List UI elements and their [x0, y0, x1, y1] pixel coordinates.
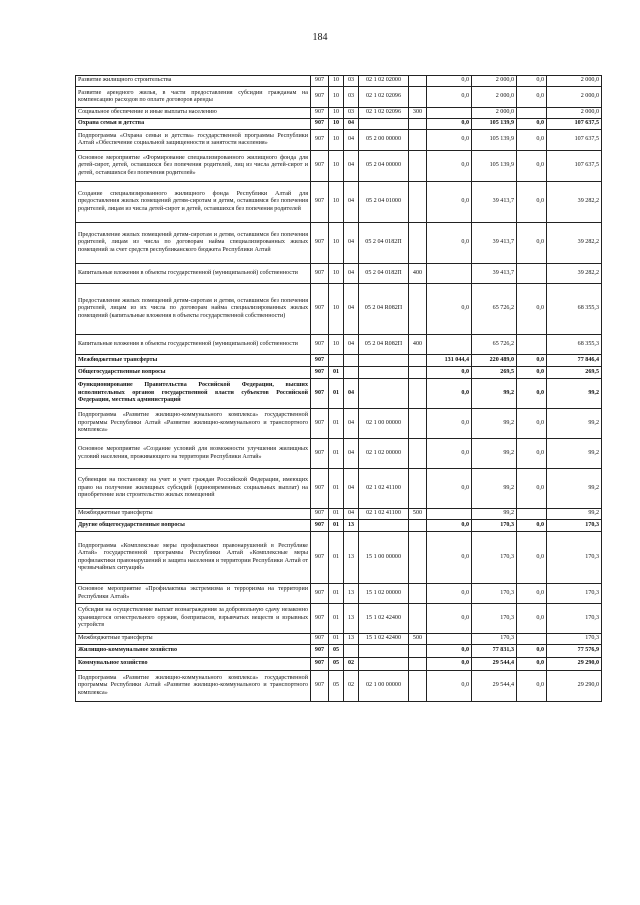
- table-row: [76, 335, 602, 355]
- cell-amount-3: 0,0: [517, 671, 547, 702]
- cell-amount-1: 0,0: [427, 532, 472, 584]
- cell-amount-2: 77 831,3: [472, 645, 517, 658]
- cell-rz: 01: [329, 604, 344, 634]
- cell-rz: 01: [329, 532, 344, 584]
- row-name: Основное мероприятие «Формирование специализированного жилищного фонда для детей-сирот, детей, оставшихся без попечения родителей, лиц из числа детей-сирот и детей, оставшихся без попечения родителей»: [76, 151, 311, 182]
- table-row: [76, 409, 602, 439]
- cell-csr: 05 2 04 00000: [359, 151, 409, 182]
- cell-pr: 04: [344, 264, 359, 284]
- cell-rz: 05: [329, 658, 344, 671]
- cell-rz: 01: [329, 439, 344, 469]
- cell-amount-2: 39 413,7: [472, 182, 517, 223]
- table-row: [76, 355, 602, 367]
- cell-pr: 13: [344, 604, 359, 634]
- cell-gr: 907: [311, 130, 329, 151]
- cell-csr: 02 1 02 00000: [359, 439, 409, 469]
- cell-amount-4: 269,5: [547, 367, 602, 379]
- cell-csr: 05 2 04 R082П: [359, 335, 409, 355]
- cell-vr: [409, 532, 427, 584]
- cell-amount-1: 0,0: [427, 130, 472, 151]
- cell-amount-4: 99,2: [547, 509, 602, 520]
- budget-table: [75, 75, 602, 702]
- row-name: Коммунальное хозяйство: [76, 658, 311, 671]
- table-row: [76, 182, 602, 223]
- cell-amount-2: 170,3: [472, 604, 517, 634]
- cell-amount-1: 0,0: [427, 284, 472, 335]
- cell-vr: [409, 355, 427, 367]
- cell-amount-2: 65 726,2: [472, 284, 517, 335]
- cell-amount-1: [427, 264, 472, 284]
- cell-vr: [409, 76, 427, 87]
- cell-amount-2: 105 139,9: [472, 151, 517, 182]
- cell-vr: [409, 520, 427, 532]
- cell-amount-3: [517, 264, 547, 284]
- cell-csr: 15 1 02 42400: [359, 604, 409, 634]
- cell-pr: 04: [344, 284, 359, 335]
- cell-gr: 907: [311, 108, 329, 119]
- cell-amount-1: 0,0: [427, 469, 472, 509]
- cell-amount-1: 0,0: [427, 604, 472, 634]
- cell-amount-4: 39 282,2: [547, 182, 602, 223]
- cell-pr: 04: [344, 509, 359, 520]
- cell-amount-4: 68 355,3: [547, 335, 602, 355]
- row-name: Капитальные вложения в объекты государственной (муниципальной) собственности: [76, 264, 311, 284]
- table-row: [76, 379, 602, 409]
- cell-rz: 01: [329, 367, 344, 379]
- cell-amount-1: [427, 335, 472, 355]
- cell-amount-4: 170,3: [547, 634, 602, 645]
- cell-amount-2: 170,3: [472, 532, 517, 584]
- row-name: Межбюджетные трансферты: [76, 509, 311, 520]
- cell-csr: 02 1 00 00000: [359, 409, 409, 439]
- cell-rz: 01: [329, 469, 344, 509]
- cell-pr: 03: [344, 87, 359, 108]
- cell-amount-3: 0,0: [517, 658, 547, 671]
- cell-csr: [359, 379, 409, 409]
- cell-amount-2: 2 000,0: [472, 108, 517, 119]
- cell-amount-4: 68 355,3: [547, 284, 602, 335]
- cell-pr: 04: [344, 335, 359, 355]
- cell-pr: 04: [344, 223, 359, 264]
- cell-pr: 03: [344, 76, 359, 87]
- cell-csr: 15 1 00 00000: [359, 532, 409, 584]
- cell-gr: 907: [311, 409, 329, 439]
- cell-amount-1: 0,0: [427, 76, 472, 87]
- cell-csr: [359, 645, 409, 658]
- cell-rz: 10: [329, 108, 344, 119]
- cell-gr: 907: [311, 87, 329, 108]
- row-name: Подпрограмма «Охрана семьи и детства» государственной программы Республики Алтай «Обеспечение социальной защищенности и занятости населения»: [76, 130, 311, 151]
- table-row: [76, 469, 602, 509]
- cell-amount-2: 39 413,7: [472, 264, 517, 284]
- cell-pr: 04: [344, 119, 359, 130]
- cell-amount-2: 2 000,0: [472, 87, 517, 108]
- cell-csr: 02 1 02 41100: [359, 469, 409, 509]
- cell-amount-4: 170,3: [547, 584, 602, 604]
- table-row: [76, 532, 602, 584]
- cell-gr: 907: [311, 379, 329, 409]
- table-row: [76, 509, 602, 520]
- table-row: [76, 520, 602, 532]
- cell-amount-3: 0,0: [517, 151, 547, 182]
- cell-amount-2: 269,5: [472, 367, 517, 379]
- cell-rz: [329, 355, 344, 367]
- cell-gr: 907: [311, 584, 329, 604]
- cell-pr: 04: [344, 439, 359, 469]
- cell-gr: 907: [311, 264, 329, 284]
- cell-amount-2: 99,2: [472, 439, 517, 469]
- cell-amount-1: 0,0: [427, 223, 472, 264]
- cell-vr: [409, 379, 427, 409]
- cell-amount-1: 0,0: [427, 379, 472, 409]
- cell-amount-3: [517, 509, 547, 520]
- page-number: 184: [312, 32, 328, 43]
- row-name: Другие общегосударственные вопросы: [76, 520, 311, 532]
- table-row: [76, 284, 602, 335]
- cell-vr: [409, 671, 427, 702]
- cell-gr: 907: [311, 119, 329, 130]
- cell-gr: 907: [311, 284, 329, 335]
- cell-gr: 907: [311, 604, 329, 634]
- cell-amount-4: 99,2: [547, 409, 602, 439]
- cell-amount-2: 170,3: [472, 634, 517, 645]
- cell-amount-2: 105 139,9: [472, 119, 517, 130]
- table-row: [76, 658, 602, 671]
- cell-amount-3: 0,0: [517, 520, 547, 532]
- cell-amount-2: 99,2: [472, 409, 517, 439]
- cell-csr: [359, 119, 409, 130]
- cell-vr: [409, 604, 427, 634]
- cell-amount-1: 0,0: [427, 584, 472, 604]
- cell-amount-3: 0,0: [517, 284, 547, 335]
- cell-amount-3: 0,0: [517, 604, 547, 634]
- cell-amount-3: 0,0: [517, 409, 547, 439]
- cell-vr: [409, 409, 427, 439]
- cell-vr: [409, 439, 427, 469]
- cell-amount-4: 99,2: [547, 439, 602, 469]
- cell-vr: 300: [409, 108, 427, 119]
- cell-pr: 04: [344, 182, 359, 223]
- cell-amount-3: [517, 335, 547, 355]
- cell-gr: 907: [311, 335, 329, 355]
- cell-amount-1: 0,0: [427, 658, 472, 671]
- cell-amount-1: 0,0: [427, 151, 472, 182]
- cell-rz: 05: [329, 671, 344, 702]
- cell-rz: 01: [329, 634, 344, 645]
- cell-vr: 500: [409, 634, 427, 645]
- cell-vr: [409, 119, 427, 130]
- cell-vr: [409, 584, 427, 604]
- cell-vr: [409, 223, 427, 264]
- cell-amount-2: 105 139,9: [472, 130, 517, 151]
- row-name: Создание специализированного жилищного фонда Республики Алтай для предоставления жилых помещений детям-сиротам и детям, оставшимся без попечения родителей, лицам из числа детей-сирот и детей, оставшихся без попечения родителей: [76, 182, 311, 223]
- cell-rz: 10: [329, 284, 344, 335]
- cell-amount-1: 0,0: [427, 439, 472, 469]
- cell-rz: 01: [329, 584, 344, 604]
- cell-amount-3: [517, 108, 547, 119]
- cell-rz: 10: [329, 223, 344, 264]
- cell-amount-3: 0,0: [517, 469, 547, 509]
- cell-gr: 907: [311, 355, 329, 367]
- cell-amount-3: [517, 634, 547, 645]
- cell-csr: 02 1 02 02096: [359, 87, 409, 108]
- cell-amount-1: 0,0: [427, 645, 472, 658]
- cell-vr: [409, 645, 427, 658]
- cell-amount-3: 0,0: [517, 87, 547, 108]
- cell-amount-3: 0,0: [517, 355, 547, 367]
- cell-vr: [409, 469, 427, 509]
- cell-rz: 01: [329, 520, 344, 532]
- cell-pr: 04: [344, 409, 359, 439]
- row-name: Жилищно-коммунальное хозяйство: [76, 645, 311, 658]
- cell-amount-2: 170,3: [472, 520, 517, 532]
- table-row: [76, 584, 602, 604]
- cell-gr: 907: [311, 182, 329, 223]
- cell-amount-2: 39 413,7: [472, 223, 517, 264]
- cell-rz: 01: [329, 379, 344, 409]
- cell-amount-1: [427, 634, 472, 645]
- table-row: [76, 671, 602, 702]
- cell-pr: [344, 367, 359, 379]
- row-name: Межбюджетные трансферты: [76, 634, 311, 645]
- table-row: [76, 634, 602, 645]
- cell-csr: 15 1 02 00000: [359, 584, 409, 604]
- row-name: Предоставление жилых помещений детям-сиротам и детям, оставшимся без попечения родителей, лицам из числа по договорам найма специализированных жилых помещений за счет средств республиканского бюджета Республики Алтай: [76, 223, 311, 264]
- cell-vr: [409, 658, 427, 671]
- cell-rz: 10: [329, 87, 344, 108]
- table-row: [76, 76, 602, 87]
- row-name: Охрана семьи и детства: [76, 119, 311, 130]
- cell-amount-1: 0,0: [427, 520, 472, 532]
- cell-pr: 13: [344, 584, 359, 604]
- table-row: [76, 604, 602, 634]
- cell-amount-4: 39 282,2: [547, 223, 602, 264]
- cell-csr: 02 1 00 00000: [359, 671, 409, 702]
- cell-pr: 02: [344, 658, 359, 671]
- table-body: [76, 76, 602, 702]
- cell-amount-2: 2 000,0: [472, 76, 517, 87]
- cell-amount-1: 0,0: [427, 87, 472, 108]
- cell-gr: 907: [311, 658, 329, 671]
- cell-amount-4: 170,3: [547, 520, 602, 532]
- table-row: [76, 87, 602, 108]
- cell-csr: 05 2 04 01000: [359, 182, 409, 223]
- cell-pr: 04: [344, 130, 359, 151]
- cell-gr: 907: [311, 367, 329, 379]
- cell-amount-3: 0,0: [517, 76, 547, 87]
- row-name: Субвенции на постановку на учет и учет граждан Российской Федерации, имеющих право на получение жилищных субсидий (единовременных социальных выплат) на приобретение или строительство жилых помещений: [76, 469, 311, 509]
- cell-rz: 10: [329, 151, 344, 182]
- cell-amount-2: 170,3: [472, 584, 517, 604]
- table-row: [76, 439, 602, 469]
- row-name: Функционирование Правительства Российской Федерации, высших исполнительных органов государственной власти субъектов Российской Федерации, местных администраций: [76, 379, 311, 409]
- table-row: [76, 645, 602, 658]
- cell-amount-3: 0,0: [517, 223, 547, 264]
- cell-amount-3: 0,0: [517, 379, 547, 409]
- cell-vr: [409, 284, 427, 335]
- cell-amount-4: 39 282,2: [547, 264, 602, 284]
- cell-vr: [409, 182, 427, 223]
- cell-vr: [409, 87, 427, 108]
- cell-amount-1: 0,0: [427, 671, 472, 702]
- row-name: Капитальные вложения в объекты государственной (муниципальной) собственности: [76, 335, 311, 355]
- cell-csr: [359, 520, 409, 532]
- cell-amount-4: 29 290,0: [547, 658, 602, 671]
- cell-amount-1: 0,0: [427, 409, 472, 439]
- table-row: [76, 108, 602, 119]
- cell-amount-3: 0,0: [517, 130, 547, 151]
- table-row: [76, 223, 602, 264]
- cell-amount-2: 29 544,4: [472, 658, 517, 671]
- cell-rz: 01: [329, 409, 344, 439]
- cell-vr: [409, 130, 427, 151]
- table-row: [76, 130, 602, 151]
- cell-pr: 02: [344, 671, 359, 702]
- cell-vr: [409, 151, 427, 182]
- cell-rz: 10: [329, 130, 344, 151]
- cell-pr: 04: [344, 151, 359, 182]
- cell-amount-4: 107 637,5: [547, 119, 602, 130]
- cell-gr: 907: [311, 76, 329, 87]
- cell-csr: 05 2 04 R082П: [359, 284, 409, 335]
- cell-amount-2: 99,2: [472, 379, 517, 409]
- cell-csr: 02 1 02 02000: [359, 76, 409, 87]
- cell-amount-2: 65 726,2: [472, 335, 517, 355]
- cell-rz: 10: [329, 335, 344, 355]
- cell-gr: 907: [311, 439, 329, 469]
- table-row: [76, 119, 602, 130]
- cell-rz: 10: [329, 119, 344, 130]
- cell-csr: [359, 367, 409, 379]
- cell-csr: 05 2 00 00000: [359, 130, 409, 151]
- cell-csr: 02 1 02 41100: [359, 509, 409, 520]
- cell-vr: [409, 367, 427, 379]
- row-name: Межбюджетные трансферты: [76, 355, 311, 367]
- cell-csr: 05 2 04 0182П: [359, 223, 409, 264]
- cell-amount-3: 0,0: [517, 439, 547, 469]
- cell-rz: 10: [329, 76, 344, 87]
- cell-gr: 907: [311, 509, 329, 520]
- cell-csr: 02 1 02 02096: [359, 108, 409, 119]
- cell-amount-4: 99,2: [547, 469, 602, 509]
- cell-pr: 13: [344, 634, 359, 645]
- row-name: Предоставление жилых помещений детям-сиротам и детям, оставшимся без попечения родителей, лицам из их числа по договорам найма специализированных жилых помещений (капитальные вложения в объекты государственной собственности): [76, 284, 311, 335]
- cell-vr: 400: [409, 264, 427, 284]
- cell-amount-1: [427, 509, 472, 520]
- cell-amount-3: 0,0: [517, 367, 547, 379]
- row-name: Основное мероприятие «Создание условий для возможности улучшения жилищных условий населения, проживающего на территории Республики Алтай»: [76, 439, 311, 469]
- cell-pr: 04: [344, 379, 359, 409]
- row-name: Подпрограмма «Развитие жилищно-коммунального комплекса» государственной программы Республики Алтай «Развитие жилищно-коммунального и транспортного комплекса»: [76, 671, 311, 702]
- cell-amount-1: 0,0: [427, 182, 472, 223]
- cell-amount-3: 0,0: [517, 584, 547, 604]
- cell-amount-4: 77 576,9: [547, 645, 602, 658]
- cell-amount-4: 107 637,5: [547, 151, 602, 182]
- cell-amount-2: 29 544,4: [472, 671, 517, 702]
- cell-amount-4: 2 000,0: [547, 76, 602, 87]
- cell-amount-4: 29 290,0: [547, 671, 602, 702]
- cell-amount-4: 2 000,0: [547, 87, 602, 108]
- cell-amount-4: 170,3: [547, 604, 602, 634]
- cell-amount-1: 0,0: [427, 119, 472, 130]
- cell-rz: 10: [329, 182, 344, 223]
- cell-amount-4: 2 000,0: [547, 108, 602, 119]
- cell-pr: 04: [344, 469, 359, 509]
- cell-amount-2: 99,2: [472, 469, 517, 509]
- cell-amount-1: 131 044,4: [427, 355, 472, 367]
- cell-csr: [359, 658, 409, 671]
- cell-gr: 907: [311, 520, 329, 532]
- row-name: Подпрограмма «Развитие жилищно-коммунального комплекса» государственной программы Республики Алтай «Развитие жилищно-коммунального и транспортного комплекса»: [76, 409, 311, 439]
- table-row: [76, 264, 602, 284]
- cell-pr: 13: [344, 520, 359, 532]
- cell-amount-1: [427, 108, 472, 119]
- cell-rz: 05: [329, 645, 344, 658]
- row-name: Субсидии на осуществление выплат вознаграждения за добровольную сдачу незаконно хранящегося огнестрельного оружия, боеприпасов, взрывчатых веществ и взрывных устройств: [76, 604, 311, 634]
- cell-amount-4: 77 846,4: [547, 355, 602, 367]
- cell-amount-4: 99,2: [547, 379, 602, 409]
- cell-amount-2: 220 489,0: [472, 355, 517, 367]
- cell-gr: 907: [311, 151, 329, 182]
- cell-csr: [359, 355, 409, 367]
- cell-gr: 907: [311, 532, 329, 584]
- cell-pr: [344, 355, 359, 367]
- cell-gr: 907: [311, 223, 329, 264]
- cell-csr: 05 2 04 0182П: [359, 264, 409, 284]
- cell-amount-3: 0,0: [517, 645, 547, 658]
- cell-amount-4: 170,3: [547, 532, 602, 584]
- cell-gr: 907: [311, 671, 329, 702]
- table-row: [76, 367, 602, 379]
- cell-pr: [344, 645, 359, 658]
- cell-csr: 15 1 02 42400: [359, 634, 409, 645]
- row-name: Развитие арендного жилья, в части предоставления субсидии гражданам на компенсацию расходов по оплате договоров аренды: [76, 87, 311, 108]
- cell-amount-1: 0,0: [427, 367, 472, 379]
- table-row: [76, 151, 602, 182]
- cell-pr: 03: [344, 108, 359, 119]
- cell-rz: 10: [329, 264, 344, 284]
- cell-gr: 907: [311, 469, 329, 509]
- row-name: Социальное обеспечение и иные выплаты населению: [76, 108, 311, 119]
- cell-pr: 13: [344, 532, 359, 584]
- cell-amount-3: 0,0: [517, 532, 547, 584]
- cell-amount-4: 107 637,5: [547, 130, 602, 151]
- cell-vr: 400: [409, 335, 427, 355]
- cell-gr: 907: [311, 634, 329, 645]
- row-name: Развитие жилищного строительства: [76, 76, 311, 87]
- row-name: Подпрограмма «Комплексные меры профилактики правонарушений в Республике Алтай» государственной программы Республики Алтай «Комплексные меры профилактики правонарушений и защита населения и территории Республики Алтай от чрезвычайных ситуаций»: [76, 532, 311, 584]
- cell-vr: 500: [409, 509, 427, 520]
- row-name: Общегосударственные вопросы: [76, 367, 311, 379]
- cell-rz: 01: [329, 509, 344, 520]
- cell-amount-2: 99,2: [472, 509, 517, 520]
- cell-amount-3: 0,0: [517, 182, 547, 223]
- row-name: Основное мероприятие «Профилактика экстремизма и терроризма на территории Республики Алтай»: [76, 584, 311, 604]
- cell-amount-3: 0,0: [517, 119, 547, 130]
- cell-gr: 907: [311, 645, 329, 658]
